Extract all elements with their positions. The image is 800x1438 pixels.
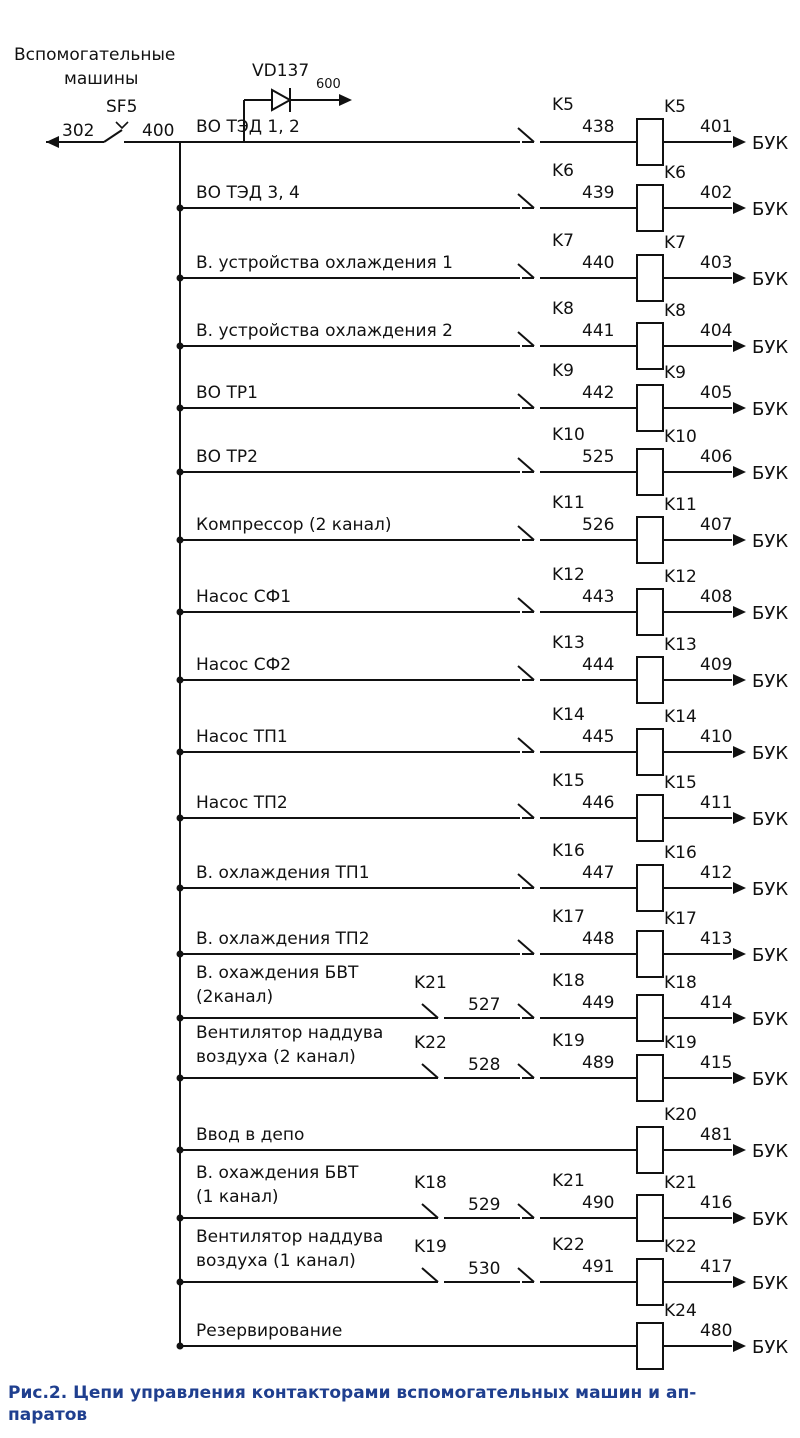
aux-wire-number: 529 bbox=[468, 1195, 501, 1215]
wire-number-in: 526 bbox=[582, 515, 615, 535]
contact-blade bbox=[422, 1064, 438, 1078]
caption-line-1: Рис.2. Цепи управления контакторами вспомогательных машин и ап- bbox=[8, 1383, 697, 1403]
wire-number-out: 405 bbox=[700, 383, 733, 403]
aux-contact bbox=[422, 1268, 438, 1282]
coil-label: K14 bbox=[664, 707, 697, 727]
wire-number-in: 441 bbox=[582, 321, 615, 341]
coil-label: K22 bbox=[664, 1237, 697, 1257]
contact-label: K10 bbox=[552, 425, 585, 445]
coil-label: K21 bbox=[664, 1173, 697, 1193]
row-label: Вентилятор наддува bbox=[196, 1023, 384, 1043]
main-contact bbox=[518, 804, 534, 818]
row-label: ВО ТЭД 3, 4 bbox=[196, 183, 300, 203]
contact-blade bbox=[518, 804, 534, 818]
contact-label: K11 bbox=[552, 493, 585, 513]
row-label: В. устройства охлаждения 2 bbox=[196, 321, 453, 341]
output-arrow bbox=[733, 674, 746, 686]
output-arrow bbox=[733, 812, 746, 824]
main-contact bbox=[518, 940, 534, 954]
output-arrow bbox=[733, 1340, 746, 1352]
output-arrow bbox=[733, 746, 746, 758]
output-label: БУК bbox=[752, 1069, 789, 1090]
output-label: БУК bbox=[752, 1337, 789, 1358]
relay-coil bbox=[637, 1323, 663, 1369]
wire-number-in: 489 bbox=[582, 1053, 615, 1073]
relay-coil bbox=[637, 995, 663, 1041]
main-contact bbox=[518, 194, 534, 208]
contact-blade bbox=[518, 874, 534, 888]
contact-blade bbox=[518, 128, 534, 142]
contact-label: K5 bbox=[552, 95, 574, 115]
wire-number-out: 415 bbox=[700, 1053, 733, 1073]
output-arrow bbox=[733, 1144, 746, 1156]
aux-contact bbox=[422, 1064, 438, 1078]
relay-coil bbox=[637, 729, 663, 775]
circuit-rows bbox=[177, 95, 789, 1369]
output-label: БУК bbox=[752, 743, 789, 764]
contact-blade bbox=[518, 1004, 534, 1018]
relay-coil bbox=[637, 449, 663, 495]
circuit-row bbox=[177, 565, 789, 635]
output-arrow bbox=[733, 606, 746, 618]
output-label: БУК bbox=[752, 1009, 789, 1030]
contact-label: K17 bbox=[552, 907, 585, 927]
wire-number-in: 444 bbox=[582, 655, 615, 675]
output-label: БУК bbox=[752, 1273, 789, 1294]
output-label: БУК bbox=[752, 671, 789, 692]
coil-label: K13 bbox=[664, 635, 697, 655]
contact-blade bbox=[518, 1268, 534, 1282]
wire-number-in: 449 bbox=[582, 993, 615, 1013]
relay-coil bbox=[637, 1195, 663, 1241]
wire-number-out: 402 bbox=[700, 183, 733, 203]
circuit-row bbox=[177, 1023, 789, 1101]
contact-blade bbox=[422, 1268, 438, 1282]
coil-label: K16 bbox=[664, 843, 697, 863]
wire-number-out: 412 bbox=[700, 863, 733, 883]
coil-label: K8 bbox=[664, 301, 686, 321]
coil-label: K12 bbox=[664, 567, 697, 587]
wire-number-in: 440 bbox=[582, 253, 615, 273]
circuit-row bbox=[177, 231, 789, 301]
main-contact bbox=[518, 526, 534, 540]
relay-coil bbox=[637, 1259, 663, 1305]
input-wire-number: 302 bbox=[62, 121, 95, 141]
main-contact bbox=[518, 1268, 534, 1282]
contact-blade bbox=[518, 394, 534, 408]
circuit-row bbox=[177, 361, 789, 431]
row-label: Насос СФ1 bbox=[196, 587, 292, 607]
title-line-1: Вспомогательные bbox=[14, 45, 176, 65]
contact-blade bbox=[422, 1004, 438, 1018]
circuit-row bbox=[177, 633, 789, 703]
relay-coil bbox=[637, 185, 663, 231]
row-label: В. охаждения БВТ bbox=[196, 963, 359, 983]
circuit-row bbox=[177, 1227, 789, 1305]
wire-number-out: 417 bbox=[700, 1257, 733, 1277]
output-label: БУК bbox=[752, 133, 789, 154]
title-line-2: машины bbox=[64, 69, 139, 89]
wire-number-in: 443 bbox=[582, 587, 615, 607]
output-arrow bbox=[733, 466, 746, 478]
main-contact bbox=[518, 666, 534, 680]
wire-number-in: 438 bbox=[582, 117, 615, 137]
main-contact bbox=[518, 458, 534, 472]
main-contact bbox=[518, 1204, 534, 1218]
contact-label: K19 bbox=[552, 1031, 585, 1051]
aux-contact-label: K18 bbox=[414, 1173, 447, 1193]
output-arrow bbox=[733, 340, 746, 352]
wire-number-out: 481 bbox=[700, 1125, 733, 1145]
contact-blade bbox=[518, 264, 534, 278]
breaker-mark bbox=[116, 122, 128, 128]
main-contact bbox=[518, 738, 534, 752]
row-label: Насос ТП1 bbox=[196, 727, 288, 747]
switch-label: SF5 bbox=[106, 97, 138, 117]
contact-blade bbox=[518, 332, 534, 346]
contact-label: K9 bbox=[552, 361, 574, 381]
output-arrow bbox=[733, 1012, 746, 1024]
figure-caption bbox=[8, 1382, 792, 1426]
row-label: Насос СФ2 bbox=[196, 655, 292, 675]
circuit-row bbox=[177, 705, 789, 775]
row-label: Насос ТП2 bbox=[196, 793, 288, 813]
output-label: БУК bbox=[752, 1141, 789, 1162]
wire-number-out: 480 bbox=[700, 1321, 733, 1341]
output-arrow bbox=[733, 402, 746, 414]
row-label: (2канал) bbox=[196, 987, 274, 1007]
wire-number-out: 408 bbox=[700, 587, 733, 607]
contact-blade bbox=[518, 194, 534, 208]
wire-number-out: 414 bbox=[700, 993, 733, 1013]
row-label: Резервирование bbox=[196, 1321, 343, 1341]
diode-wire-number: 600 bbox=[316, 77, 341, 92]
circuit-row bbox=[177, 425, 789, 495]
relay-coil bbox=[637, 119, 663, 165]
relay-coil bbox=[637, 589, 663, 635]
output-label: БУК bbox=[752, 399, 789, 420]
circuit-row bbox=[177, 771, 789, 841]
contact-label: K12 bbox=[552, 565, 585, 585]
main-contact bbox=[518, 598, 534, 612]
aux-wire-number: 528 bbox=[468, 1055, 501, 1075]
output-arrow bbox=[733, 202, 746, 214]
relay-coil bbox=[637, 657, 663, 703]
row-label: Вентилятор наддува bbox=[196, 1227, 384, 1247]
relay-coil bbox=[637, 931, 663, 977]
wire-number-out: 403 bbox=[700, 253, 733, 273]
coil-label: K20 bbox=[664, 1105, 697, 1125]
circuit-row bbox=[177, 161, 789, 231]
relay-coil bbox=[637, 255, 663, 301]
contact-label: K13 bbox=[552, 633, 585, 653]
aux-contact bbox=[422, 1204, 438, 1218]
output-arrow bbox=[733, 534, 746, 546]
diode-triangle bbox=[272, 90, 290, 110]
row-label: Ввод в депо bbox=[196, 1125, 305, 1145]
aux-contact-label: K19 bbox=[414, 1237, 447, 1257]
contact-blade bbox=[518, 1064, 534, 1078]
contact-blade bbox=[518, 598, 534, 612]
output-label: БУК bbox=[752, 879, 789, 900]
row-label: ВО ТР1 bbox=[196, 383, 258, 403]
coil-label: K18 bbox=[664, 973, 697, 993]
circuit-row bbox=[177, 299, 789, 369]
coil-label: K9 bbox=[664, 363, 686, 383]
coil-label: K24 bbox=[664, 1301, 697, 1321]
wire-number-in: 446 bbox=[582, 793, 615, 813]
coil-label: K19 bbox=[664, 1033, 697, 1053]
circuit-row bbox=[177, 493, 789, 563]
output-label: БУК bbox=[752, 809, 789, 830]
main-contact bbox=[518, 1064, 534, 1078]
wire-number-out: 406 bbox=[700, 447, 733, 467]
row-label: воздуха (1 канал) bbox=[196, 1251, 356, 1271]
row-label: Компрессор (2 канал) bbox=[196, 515, 392, 535]
wire-number-in: 442 bbox=[582, 383, 615, 403]
coil-label: K10 bbox=[664, 427, 697, 447]
wire-number-out: 416 bbox=[700, 1193, 733, 1213]
output-label: БУК bbox=[752, 945, 789, 966]
aux-wire-number: 527 bbox=[468, 995, 501, 1015]
wire-number-out: 407 bbox=[700, 515, 733, 535]
main-contact bbox=[518, 394, 534, 408]
contact-blade bbox=[518, 1204, 534, 1218]
wire-number-in: 525 bbox=[582, 447, 615, 467]
coil-label: K17 bbox=[664, 909, 697, 929]
output-arrow bbox=[733, 1212, 746, 1224]
wire-number-in: 439 bbox=[582, 183, 615, 203]
coil-label: K6 bbox=[664, 163, 686, 183]
output-label: БУК bbox=[752, 269, 789, 290]
aux-contact-label: K22 bbox=[414, 1033, 447, 1053]
relay-coil bbox=[637, 385, 663, 431]
row-label: В. охлаждения ТП2 bbox=[196, 929, 370, 949]
circuit-row bbox=[177, 1301, 789, 1369]
bus-wire-number: 400 bbox=[142, 121, 175, 141]
wire-number-out: 404 bbox=[700, 321, 733, 341]
wire-number-in: 447 bbox=[582, 863, 615, 883]
row-label: В. охаждения БВТ bbox=[196, 1163, 359, 1183]
output-label: БУК bbox=[752, 531, 789, 552]
wire-number-in: 491 bbox=[582, 1257, 615, 1277]
contact-label: K22 bbox=[552, 1235, 585, 1255]
main-contact bbox=[518, 874, 534, 888]
wire-number-out: 409 bbox=[700, 655, 733, 675]
contact-blade bbox=[518, 458, 534, 472]
output-label: БУК bbox=[752, 603, 789, 624]
row-label: В. охлаждения ТП1 bbox=[196, 863, 370, 883]
relay-coil bbox=[637, 517, 663, 563]
relay-coil bbox=[637, 795, 663, 841]
wire-number-out: 410 bbox=[700, 727, 733, 747]
contact-label: K14 bbox=[552, 705, 585, 725]
header-symbols bbox=[46, 88, 352, 1346]
wire-number-in: 445 bbox=[582, 727, 615, 747]
diode-label: VD137 bbox=[252, 61, 310, 81]
wire-number-out: 411 bbox=[700, 793, 733, 813]
row-label: воздуха (2 канал) bbox=[196, 1047, 356, 1067]
row-label: В. устройства охлаждения 1 bbox=[196, 253, 453, 273]
row-label: ВО ТР2 bbox=[196, 447, 258, 467]
circuit-row bbox=[177, 841, 789, 911]
relay-coil bbox=[637, 323, 663, 369]
output-arrow bbox=[733, 1072, 746, 1084]
contact-blade bbox=[518, 738, 534, 752]
coil-label: K11 bbox=[664, 495, 697, 515]
relay-coil bbox=[637, 1055, 663, 1101]
contact-blade bbox=[518, 666, 534, 680]
wire-number-in: 490 bbox=[582, 1193, 615, 1213]
contact-label: K6 bbox=[552, 161, 574, 181]
caption-line-2: паратов bbox=[8, 1405, 88, 1425]
wire-number-in: 448 bbox=[582, 929, 615, 949]
contact-label: K8 bbox=[552, 299, 574, 319]
contact-blade bbox=[422, 1204, 438, 1218]
output-arrow bbox=[733, 948, 746, 960]
output-label: БУК bbox=[752, 337, 789, 358]
contact-blade bbox=[518, 940, 534, 954]
relay-coil bbox=[637, 865, 663, 911]
aux-wire-number: 530 bbox=[468, 1259, 501, 1279]
output-label: БУК bbox=[752, 199, 789, 220]
contact-label: K18 bbox=[552, 971, 585, 991]
output-arrow bbox=[733, 272, 746, 284]
main-contact bbox=[518, 1004, 534, 1018]
output-arrow bbox=[733, 882, 746, 894]
aux-contact-label: K21 bbox=[414, 973, 447, 993]
breaker-blade bbox=[104, 130, 122, 142]
output-arrow bbox=[733, 136, 746, 148]
wire-number-out: 401 bbox=[700, 117, 733, 137]
relay-coil bbox=[637, 1127, 663, 1173]
contact-label: K21 bbox=[552, 1171, 585, 1191]
output-arrow bbox=[733, 1276, 746, 1288]
wire-number-out: 413 bbox=[700, 929, 733, 949]
coil-label: K7 bbox=[664, 233, 686, 253]
contact-label: K15 bbox=[552, 771, 585, 791]
output-label: БУК bbox=[752, 1209, 789, 1230]
main-contact bbox=[518, 332, 534, 346]
aux-contact bbox=[422, 1004, 438, 1018]
row-label: ВО ТЭД 1, 2 bbox=[196, 117, 300, 137]
coil-label: K15 bbox=[664, 773, 697, 793]
contact-label: K7 bbox=[552, 231, 574, 251]
main-contact bbox=[518, 264, 534, 278]
output-label: БУК bbox=[752, 463, 789, 484]
diode-arrow bbox=[339, 94, 352, 106]
main-contact bbox=[518, 128, 534, 142]
coil-label: K5 bbox=[664, 97, 686, 117]
contact-label: K16 bbox=[552, 841, 585, 861]
row-label: (1 канал) bbox=[196, 1187, 279, 1207]
contact-blade bbox=[518, 526, 534, 540]
